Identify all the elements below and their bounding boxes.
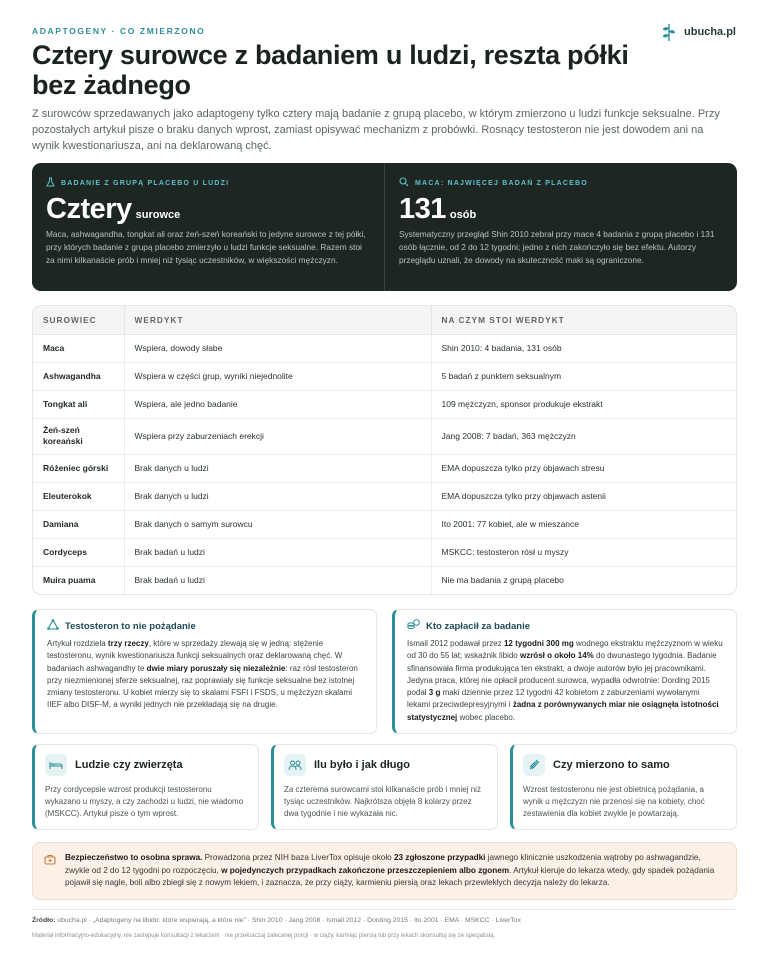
stat-placebo	[32, 163, 384, 291]
evidence: Shin 2010: 4 badania, 131 osób	[431, 334, 736, 362]
verdict: Brak danych u ludzi	[124, 482, 431, 510]
ingredient-name: Eleuterokok	[33, 482, 124, 510]
stat-tag: BADANIE Z GRUPĄ PLACEBO U LUDZI	[61, 179, 230, 187]
verdict: Wspiera, dowody słabe	[124, 334, 431, 362]
table-header-row	[33, 306, 736, 334]
ingredient-name: Cordyceps	[33, 538, 124, 566]
stats-panel	[32, 163, 737, 291]
verdict: Brak danych o samym surowcu	[124, 510, 431, 538]
ingredient-name: Żeń-szeń koreański	[33, 418, 124, 454]
note-funding	[392, 609, 737, 734]
card-title: Ilu było i jak długo	[314, 759, 410, 771]
note-title: Kto zapłacił za badanie	[426, 620, 530, 632]
stat-value: 131	[399, 193, 446, 225]
evidence: 5 badań z punktem seksualnym	[431, 362, 736, 390]
evidence: Jang 2008: 7 badań, 363 mężczyzn	[431, 418, 736, 454]
evidence: MSKCC: testosteron rósł u myszy	[431, 538, 736, 566]
note-text: Artykuł rozdziela trzy rzeczy, które w sprzedaży zlewają się w jedną: stężenie testosteronu, wynik kwestionariusza funkcji seksualnych oraz deklarowaną chęć. W badaniach ashwagandhy te dwie miary poruszały się niezależnie: raz rósł testosteron przy niezmienionej sferze seksualnej, raz poprawiały się funkcje seksualne bez istotnej zmiany testosteronu. U kobiet mierzy się to skalami FSFI i FSDS, u mężczyzn skalami IIEF albo DISF-M, a wyniki jednych nie przekładają się na drugie.	[47, 639, 358, 710]
search-icon	[399, 177, 409, 189]
verdict: Brak danych u ludzi	[124, 454, 431, 482]
verdict: Brak badań u ludzi	[124, 538, 431, 566]
table-row	[33, 538, 736, 566]
card-humans-animals	[32, 744, 259, 830]
table-row	[33, 454, 736, 482]
table-row	[33, 510, 736, 538]
medkit-icon	[44, 854, 56, 870]
triangle-nodes-icon	[47, 619, 59, 633]
verdict: Wspiera, ale jedno badanie	[124, 390, 431, 418]
evidence: EMA dopuszcza tylko przy objawach stresu	[431, 454, 736, 482]
safety-warning	[32, 842, 737, 900]
evidence: Ito 2001: 77 kobiet, ale w mieszance	[431, 510, 736, 538]
note-title: Testosteron to nie pożądanie	[65, 620, 196, 632]
evidence: EMA dopuszcza tylko przy objawach astenii	[431, 482, 736, 510]
column-header: SUROWIEC	[33, 306, 124, 334]
table-row	[33, 334, 736, 362]
kicker: ADAPTOGENY · CO ZMIERZONO	[32, 26, 206, 36]
brand-name: ubucha.pl	[684, 26, 736, 38]
stat-value: Cztery	[46, 193, 132, 225]
card-how-many	[271, 744, 498, 830]
warning-text: Bezpieczeństwo to osobna sprawa. Prowadzona przez NIH baza LiverTox opisuje około 23 zgłoszone przypadki jawnego klinicznie uszkodzenia wątroby po ashwagandzie, zwykle od 2 do 12 tygodni po rozpoczęciu, w pojedynczych przypadkach zakończone przeszczepieniem albo zgonem. Artykuł kieruje do lekarza wtedy, gdy spadek pożądania pojawił się nagle, boli albo zbiegł się z nowym lekiem, i zaznacza, że przy ciąży, karmieniu piersią oraz lekach przewlekłych decyzja należy do lekarza.	[65, 853, 715, 887]
note-text: Ismail 2012 podawał przez 12 tygodni 300 mg wodnego ekstraktu mężczyznom w wieku od 30 do 55 lat; wskaźnik libido wzrósł o około 14% do dwunastego tygodnia. Badanie sfinansowała firma produkująca ten ekstrakt, a dwoje autorów było jej pracownikami. Jedyna praca, której nie opłacił producent surowca, wypadła odwrotnie: Dording 2015 podał 3 g maki dziennie przez 12 tygodni 42 kobietom z zaburzeniami wywołanymi lekami przeciwdepresyjnymi i żadna z porównywanych miar nie osiągnęła istotności statystycznej wobec placebo.	[407, 639, 723, 722]
table-row	[33, 482, 736, 510]
column-header: NA CZYM STOI WERDYKT	[431, 306, 736, 334]
verdict: Wspiera w części grup, wyniki niejednolite	[124, 362, 431, 390]
footer-divider	[32, 909, 737, 910]
card-text: Przy cordycepsie wzrost produkcji testosteronu wykazano u myszy, a czy zachodzi u ludzi, nie wiadomo (MSKCC). Artykuł pisze o tym wprost.	[45, 785, 244, 818]
card-same-measure	[510, 744, 737, 830]
people-icon	[284, 754, 306, 776]
card-title: Ludzie czy zwierzęta	[75, 759, 183, 771]
leaf-logo-icon	[660, 22, 678, 42]
coins-icon	[407, 619, 420, 633]
verdict-table	[32, 305, 737, 595]
disclaimer: Materiał informacyjno-edukacyjny, nie zastępuje konsultacji z lekarzem · nie przekraczaj zalecanej porcji · w ciąży, karmiąc piersią lub przy lekach skonsultuj się ze specjalistą.	[32, 933, 496, 939]
table-row	[33, 390, 736, 418]
source-line: Źródło: ubucha.pl · „Adaptogeny na libido: które wspierają, a które nie” · Shin 2010 · Jang 2008 · Ismail 2012 · Dording 2015 · Ito 2001 · EMA · MSKCC · LiverTox	[32, 917, 521, 924]
stat-desc: Systematyczny przegląd Shin 2010 zebrał przy mace 4 badania z grupą placebo i 131 osób łącznie, od 2 do 12 tygodni; jedno z nich zakończyło się bez efektu. Autorzy przeglądu uznali, że dowody na skuteczność maki są ograniczone.	[399, 229, 715, 265]
stat-unit: surowce	[135, 209, 181, 221]
table-row	[33, 362, 736, 390]
lead-paragraph: Z surowców sprzedawanych jako adaptogeny tylko cztery mają badanie z grupą placebo, w którym zmierzono u ludzi funkcje seksualne. Przy pozostałych artykuł pisze o braku danych wprost, zamiast opisywać mechanizm z probówki. Rosnący testosteron nie jest dowodem ani na wynik kwestionariusza, ani na deklarowaną chęć.	[32, 108, 720, 152]
brand-logo[interactable]	[660, 22, 736, 42]
stat-desc: Maca, ashwagandha, tongkat ali oraz żeń-szeń koreański to jedyne surowce z tej półki, przy których badanie z grupą placebo zmierzyło u ludzi funkcje seksualne. Razem stoi za nimi kilkanaście prób i mniej niż tysiąc uczestników, w większości mężczyzn.	[46, 229, 366, 265]
flask-icon	[46, 177, 55, 189]
note-testosterone	[32, 609, 377, 734]
page-title: Cztery surowce z badaniem u ludzi, reszta półki bez żadnego	[32, 40, 629, 100]
stat-unit: osób	[449, 209, 477, 221]
evidence: Nie ma badania z grupą placebo	[431, 566, 736, 594]
column-header: WERDYKT	[124, 306, 431, 334]
ingredient-name: Różeniec górski	[33, 454, 124, 482]
table-row	[33, 566, 736, 594]
card-title: Czy mierzono to samo	[553, 759, 670, 771]
bed-icon	[45, 754, 67, 776]
ingredient-name: Maca	[33, 334, 124, 362]
ingredient-name: Damiana	[33, 510, 124, 538]
ingredient-name: Muira puama	[43, 574, 96, 585]
evidence: 109 mężczyzn, sponsor produkuje ekstrakt	[431, 390, 736, 418]
card-text: Za czterema surowcami stoi kilkanaście prób i mniej niż tysiąc uczestników. Najkrótsza objęła 8 kolarzy przez dwa tygodnie i nie wykazała nic.	[284, 785, 481, 818]
table-row	[33, 418, 736, 454]
stat-tag: MACA: NAJWIĘCEJ BADAŃ Z PLACEBO	[415, 179, 588, 187]
card-text: Wzrost testosteronu nie jest obietnicą pożądania, a wynik u mężczyzn nie przenosi się na kobiety, choć zestawienia dla kobiet zwykle je powtarzają.	[523, 785, 705, 818]
ingredient-name: Ashwagandha	[33, 362, 124, 390]
syringe-icon	[523, 754, 545, 776]
verdict: Wspiera przy zaburzeniach erekcji	[124, 418, 431, 454]
verdict: Brak badań u ludzi	[124, 566, 431, 594]
stat-maca	[384, 163, 737, 291]
ingredient-name: Tongkat ali	[33, 390, 124, 418]
